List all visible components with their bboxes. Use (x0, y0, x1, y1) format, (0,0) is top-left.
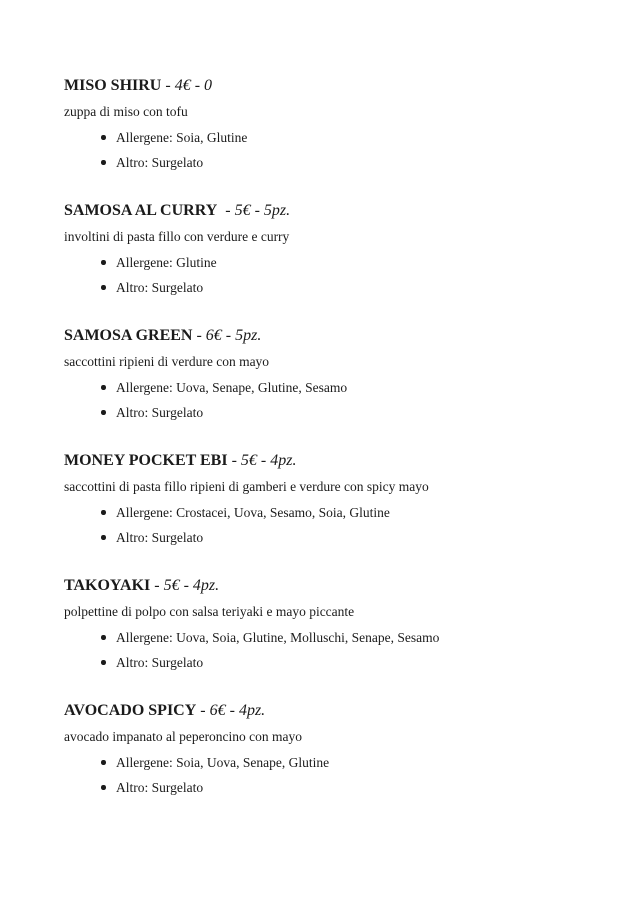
bullet-dot-icon (101, 135, 106, 140)
bullet-dot-icon (101, 785, 106, 790)
other-bullet (64, 529, 570, 546)
bullet-dot-icon (101, 285, 106, 290)
other-text: Altro: Surgelato (116, 780, 204, 795)
allergens-bullet (64, 504, 570, 521)
item-title (64, 201, 570, 220)
item-title-separator: - (150, 577, 164, 594)
item-title-separator: - (217, 202, 235, 219)
allergens-bullet (64, 379, 570, 396)
item-price-info: 5€ - 5pz. (234, 202, 291, 219)
item-price-info: 6€ - 5pz. (205, 327, 262, 344)
item-price-info: 6€ - 4pz. (209, 702, 266, 719)
allergens-text: Allergene: Soia, Glutine (116, 130, 248, 145)
item-name: SAMOSA GREEN (64, 327, 193, 344)
other-bullet (64, 779, 570, 796)
other-text: Altro: Surgelato (116, 405, 204, 420)
bullet-dot-icon (101, 535, 106, 540)
item-title-separator: - (196, 702, 210, 719)
other-bullet (64, 154, 570, 171)
bullet-dot-icon (101, 760, 106, 765)
other-text: Altro: Surgelato (116, 155, 204, 170)
item-title (64, 701, 570, 720)
allergens-text: Allergene: Glutine (116, 255, 217, 270)
item-name: MONEY POCKET EBI (64, 452, 228, 469)
allergens-text: Allergene: Soia, Uova, Senape, Glutine (116, 755, 330, 770)
allergens-bullet (64, 629, 570, 646)
item-description: zuppa di miso con tofu (64, 104, 188, 119)
bullet-dot-icon (101, 385, 106, 390)
menu-item-takoyaki (64, 576, 570, 671)
allergens-text: Allergene: Crostacei, Uova, Sesamo, Soia, Glutine (116, 505, 390, 520)
item-description: saccottini di pasta fillo ripieni di gamberi e verdure con spicy mayo (64, 479, 429, 494)
bullet-dot-icon (101, 260, 106, 265)
item-title (64, 451, 570, 470)
bullet-dot-icon (101, 410, 106, 415)
item-bullet-list (64, 504, 570, 546)
item-bullet-list (64, 129, 570, 171)
bullet-dot-icon (101, 510, 106, 515)
menu-item-money-pocket-ebi (64, 451, 570, 546)
item-name: MISO SHIRU (64, 77, 162, 94)
item-title (64, 76, 570, 95)
item-description: avocado impanato al peperoncino con mayo (64, 729, 303, 744)
item-price-info: 5€ - 4pz. (163, 577, 220, 594)
item-title-separator: - (161, 77, 175, 94)
other-text: Altro: Surgelato (116, 530, 204, 545)
item-title-separator: - (227, 452, 241, 469)
item-title-separator: - (192, 327, 206, 344)
menu-item-miso-shiru (64, 76, 570, 171)
allergens-text: Allergene: Uova, Soia, Glutine, Molluschi, Senape, Sesamo (116, 630, 440, 645)
menu-item-samosa-green (64, 326, 570, 421)
item-bullet-list (64, 754, 570, 796)
item-bullet-list (64, 379, 570, 421)
item-description: saccottini ripieni di verdure con mayo (64, 354, 270, 369)
item-title (64, 326, 570, 345)
allergens-text: Allergene: Uova, Senape, Glutine, Sesamo (116, 380, 348, 395)
menu-item-samosa-al-curry (64, 201, 570, 296)
other-bullet (64, 404, 570, 421)
item-name: SAMOSA AL CURRY (64, 202, 218, 219)
menu-item-avocado-spicy (64, 701, 570, 796)
item-bullet-list (64, 629, 570, 671)
item-description: polpettine di polpo con salsa teriyaki e mayo piccante (64, 604, 355, 619)
other-text: Altro: Surgelato (116, 280, 204, 295)
allergens-bullet (64, 254, 570, 271)
item-price-info: 5€ - 4pz. (240, 452, 297, 469)
item-name: TAKOYAKI (64, 577, 151, 594)
other-bullet (64, 654, 570, 671)
bullet-dot-icon (101, 660, 106, 665)
bullet-dot-icon (101, 160, 106, 165)
allergens-bullet (64, 754, 570, 771)
item-bullet-list (64, 254, 570, 296)
item-title (64, 576, 570, 595)
item-name: AVOCADO SPICY (64, 702, 197, 719)
item-description: involtini di pasta fillo con verdure e curry (64, 229, 290, 244)
bullet-dot-icon (101, 635, 106, 640)
allergens-bullet (64, 129, 570, 146)
item-price-info: 4€ - 0 (174, 77, 213, 94)
other-text: Altro: Surgelato (116, 655, 204, 670)
other-bullet (64, 279, 570, 296)
